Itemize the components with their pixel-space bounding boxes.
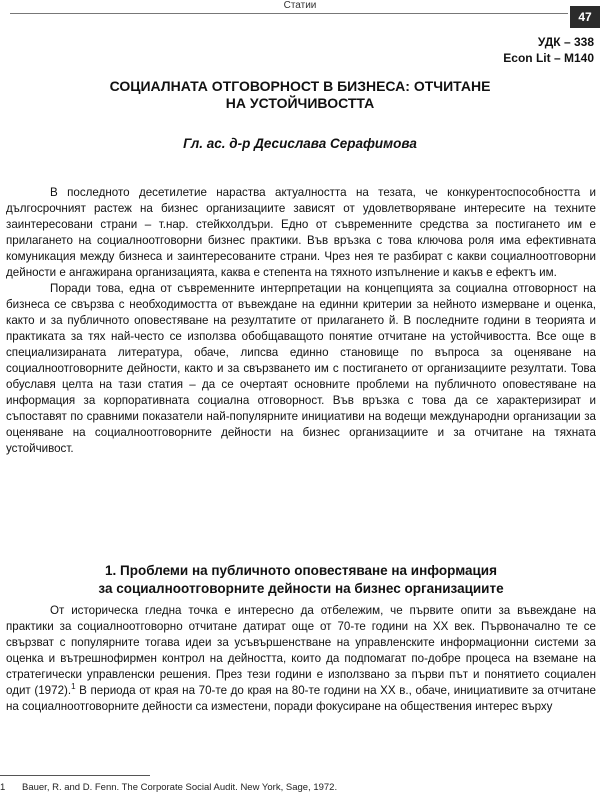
article-title	[20, 78, 580, 112]
title-line-1: СОЦИАЛНАТА ОТГОВОРНОСТ В БИЗНЕСА: ОТЧИТАНЕ	[109, 78, 491, 94]
section-heading-line-2: за социалноотговорните дейности на бизнес организациите	[98, 581, 504, 596]
paragraph-1: В последното десетилетие нараства актуалността на тезата, че конкурентоспособността и дългосрочният растеж на бизнес организациите зависят от удовлетворяване интересите на техните заинтересовани страни – т.нар. стейкхолдъри. Едно от съвременните средства за постигането им е прилагането на социалноотговорни бизнес практики. Във връзка с това ключова роля има ефективната комуникация между бизнеса и заинтересованите страни. Чрез нея те разбират с какви социалноотговорни дейности е ангажирана организацията, каква е степента на тяхното изпълнение и какъв е ефектъ им.	[6, 186, 596, 279]
footnote-rule	[0, 775, 150, 776]
section-paragraph-start: От историческа гледна точка е интересно да отбележим, че първите опити за въвеждане на практики за социалноотговорно отчитане датират още от 70-те години на ХХ век. Първоначално те се свързват с популярните тогава идеи за усъвършенстване на управленските информационни системи за оценка и вътрешнофирмен контрол на дейността, които да подпомагат по-добре процеса на вземане на стратегически управленски решения. През тези години е използвано за първи път и понятието социален одит (1972).	[6, 604, 596, 697]
author-line: Гл. ас. д-р Десислава Серафимова	[183, 136, 417, 151]
footnote-number: 1	[0, 782, 6, 793]
footnote-text: Bauer, R. and D. Fenn. The Corporate Social Audit. New York, Sage, 1972.	[22, 782, 338, 793]
section-paragraph	[6, 603, 596, 715]
title-line-2: НА УСТОЙЧИВОСТТА	[225, 95, 375, 111]
footnote	[0, 782, 600, 794]
udk-code: УДК – 338	[537, 35, 594, 49]
footnote-reference[interactable]: 1	[71, 682, 76, 692]
section-paragraph-end: В периода от края на 70-те до края на 80-те години на ХХ в., обаче, инициативите за отчитане на социалноотговорните дейности са изместени, поради фокусиране на обществения интерес върху	[6, 684, 596, 713]
section-heading	[6, 562, 596, 598]
section-heading-line-1: 1. Проблеми на публичното оповестяване на информация	[104, 563, 497, 578]
section-text	[6, 603, 596, 715]
running-head: Статии	[283, 0, 317, 11]
paragraph-2: Поради това, една от съвременните интерпретации на концепцията за социална отговорност на бизнеса се свързва с необходимостта от въвеждане на единни критерии за нейното измерване и оценка, както и за публичното оповестяване на резултатите от прилагането й. В последните години в теорията и практиката за тях най-често се използва обобщаващото понятие отчитане на устойчивостта. Все още в специализираната литература, обаче, липсва единно становище по въпроса за оценяване на социалноотговорните дейности, както и за свързването им с постигането от организациите резултати. Това обуславя целта на тази статия – да се очертаят основните проблеми на публичното оповестяване на информация за корпоративната социална отговорност. Във връзка с това да се характеризират и съпоставят по сравними показатели най-популярните инициативи на водещи международни организации за оценяване на социалноотговорните дейности на бизнес организациите и за отчитане на тяхната устойчивост.	[6, 282, 596, 455]
intro-text	[6, 185, 596, 457]
page-number-badge: 47	[570, 6, 600, 28]
classification-codes	[503, 34, 594, 66]
econlit-code: Econ Lit – M140	[503, 51, 594, 65]
header-rule	[10, 13, 568, 14]
